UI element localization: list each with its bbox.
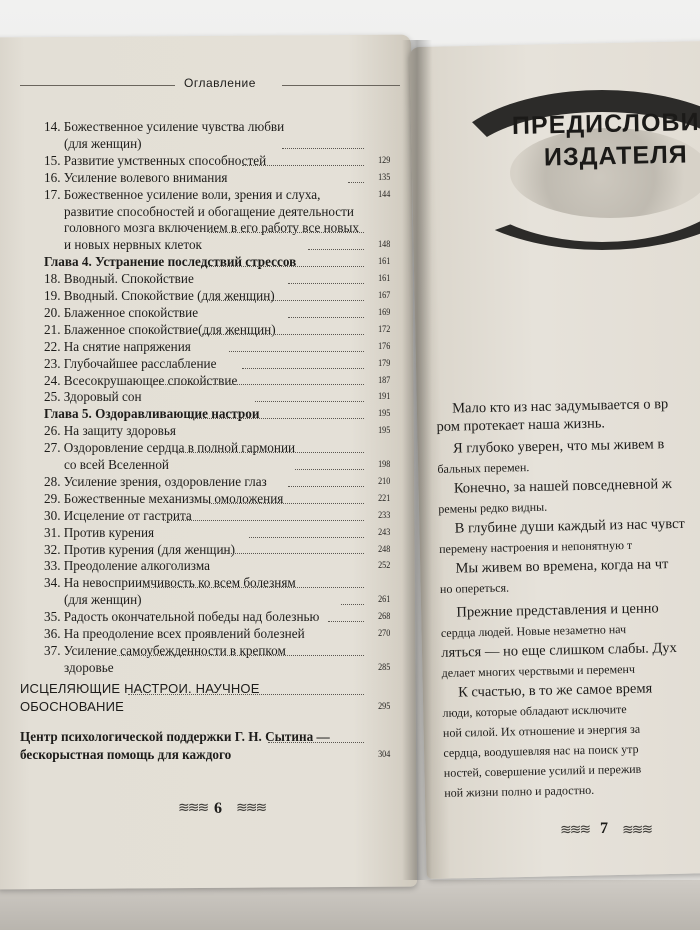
toc-entry-text: Глава 5. Оздоравливающие настрои (44, 406, 260, 422)
chapter-title-line-1: ПРЕДИСЛОВИ (511, 108, 700, 140)
right-footer-ornament-2: ≋≋≋ (621, 822, 652, 839)
preface-line: делает многих черствыми и переменч (441, 661, 636, 680)
toc-entry-text: головного мозга включением в его работу все новых (64, 220, 359, 236)
toc-entry-page: 176 (377, 341, 390, 352)
toc-entry-page: 169 (377, 307, 390, 318)
dot-leader (348, 182, 364, 183)
toc-entry-text: 33. Преодоление алкоголизма (44, 558, 210, 574)
dot-leader (242, 165, 364, 166)
dot-leader (268, 742, 364, 743)
toc-entry-page: 187 (377, 375, 390, 386)
toc-entry-page: 268 (377, 612, 390, 623)
toc-entry-page: 148 (377, 240, 390, 251)
preface-line: Прежние представления и ценно (456, 600, 659, 621)
toc-entry-text: 29. Божественные механизмы омоложения (44, 490, 284, 506)
section-2-line-1: Центр психологической поддержки Г. Н. Сытина — (20, 729, 330, 744)
left-page-number: 6 (214, 800, 222, 817)
dot-leader (249, 537, 364, 538)
toc-entry-text: 23. Глубочайшее расслабление (44, 355, 217, 371)
toc-entry-page: 195 (377, 409, 390, 420)
preface-line: люди, которые обладают исключите (442, 702, 627, 720)
toc-entry-text: 36. На преодоление всех проявлений болезней (44, 626, 305, 641)
toc-entry-text: развитие способностей и обогащение деятельности (64, 203, 354, 219)
dot-leader (288, 317, 364, 318)
toc-entry-text: здоровье (64, 659, 114, 675)
toc-header-title: Оглавление (184, 76, 256, 90)
left-footer-ornament-2: ≋≋≋ (236, 801, 266, 816)
toc-entry-text: 18. Вводный. Спокойствие (44, 271, 194, 287)
dot-leader (128, 694, 364, 695)
section-2-page: 304 (377, 750, 390, 760)
toc-entry-text: 20. Блаженное спокойствие (44, 304, 199, 320)
toc-entry-text: 34. На невосприимчивость ко всем болезням (44, 575, 296, 591)
dot-leader (255, 401, 364, 402)
toc-entry-text: 15. Развитие умственных способностей (44, 152, 267, 168)
preface-line: Мы живем во времена, когда на чт (455, 556, 669, 577)
preface-line: Конечно, за нашей повседневной ж (453, 476, 673, 497)
preface-line: ной жизни полно и радостно. (444, 782, 595, 800)
preface-line: ремены редко видны. (438, 499, 548, 516)
toc-entry-page: 191 (377, 392, 390, 403)
dot-leader (163, 520, 364, 521)
toc-entry-text: 28. Усиление зрения, оздоровление глаз (44, 473, 267, 489)
toc-entry-page: 252 (377, 561, 390, 572)
preface-line: бальных перемен. (437, 460, 530, 476)
dot-leader (288, 486, 364, 487)
preface-line: сердца людей. Новые незаметно нач (440, 622, 627, 640)
toc-entry-text: 30. Исцеление от гастрита (44, 507, 192, 523)
toc-entry-page: 161 (377, 274, 390, 285)
dot-leader (288, 283, 364, 284)
toc-entry-text: 25. Здоровый сон (44, 389, 142, 405)
toc-entry-page: 210 (377, 476, 390, 487)
toc-entry-text: (для женщин) (64, 592, 142, 608)
preface-line: ром протекает наша жизнь. (436, 415, 606, 435)
toc-entry-text: Глава 4. Устранение последствий стрессов (44, 254, 297, 270)
toc-entry-text: 17. Божественное усиление воли, зрения и слуха, (44, 186, 321, 202)
toc-entry-page: 261 (377, 595, 390, 606)
toc-entry-text: 35. Радость окончательной победы над болезнью (44, 609, 320, 625)
toc-header (20, 76, 400, 96)
right-footer-ornament: ≋≋≋ (559, 822, 590, 839)
toc-entry-page: 285 (377, 662, 390, 673)
preface-line: Мало кто из нас задумывается о вр (452, 396, 669, 417)
dot-leader (209, 232, 364, 233)
header-rule-left (20, 85, 175, 86)
toc-entry-text: 16. Усиление волевого внимания (44, 169, 228, 185)
section-1-line-2: ОБОСНОВАНИЕ (20, 699, 125, 714)
toc-entry-text: 22. На снятие напряжения (44, 338, 191, 354)
dot-leader (209, 300, 364, 301)
dot-leader (202, 334, 364, 335)
preface-line: перемену настроения и непонятную т (438, 537, 633, 556)
toc-entry-page: 248 (377, 544, 390, 555)
toc-entry-text: 32. Против курения (для женщин) (44, 541, 235, 557)
preface-line: Я глубоко уверен, что мы живем в (452, 436, 665, 457)
preface-line: ной силой. Их отношение и энергия за (442, 721, 641, 740)
toc-entry-text: со всей Вселенной (64, 457, 169, 472)
toc-entry-page: 144 (377, 189, 390, 200)
dot-leader (308, 249, 364, 250)
dot-leader (229, 351, 364, 352)
left-footer-ornament: ≋≋≋ (178, 801, 208, 816)
dot-leader (341, 604, 364, 605)
preface-line: ляться — но еще слишком слабы. Дух (441, 640, 677, 661)
toc-entry-text: 14. Божественное усиление чувства любви (44, 119, 285, 134)
header-rule-right (282, 85, 400, 86)
preface-line: К счастью, в то же самое время (457, 680, 653, 701)
dot-leader (189, 418, 364, 419)
toc-entry-text: и новых нервных клеток (64, 237, 202, 253)
preface-line: сердца, воодушевляя нас на поиск утр (443, 741, 639, 760)
preface-line: ностей, совершение усилий и пережив (443, 761, 642, 780)
dot-leader (150, 384, 364, 385)
chapter-title-line-2: ИЗДАТЕЛЯ (543, 140, 688, 172)
toc-entry-page: 195 (377, 426, 390, 437)
dot-leader (282, 148, 364, 149)
preface-line: но опереться. (439, 580, 510, 596)
dot-leader (117, 655, 364, 656)
toc-entry-page: 135 (377, 172, 390, 183)
toc-entry-text: 27. Оздоровление сердца в полной гармонии (44, 440, 296, 456)
toc-entry-page: 167 (377, 291, 390, 301)
toc-entry-page: 233 (377, 510, 390, 521)
toc-entry-page: 270 (377, 629, 390, 639)
toc-entry-page: 198 (377, 460, 390, 470)
toc-entry-text: 37. Усиление самоубежденности в крепком (44, 642, 286, 658)
dot-leader (242, 368, 364, 369)
toc-entry-text: 31. Против курения (44, 524, 155, 540)
toc-entry-page: 172 (377, 324, 390, 335)
dot-leader (328, 621, 364, 622)
section-1-line-1: ИСЦЕЛЯЮЩИЕ НАСТРОИ. НАУЧНОЕ (20, 681, 260, 696)
toc-entry-text: 24. Всесокрушающее спокойствие (44, 372, 238, 388)
toc-entry-page: 179 (377, 358, 390, 369)
toc-entry-text: 19. Вводный. Спокойствие (для женщин) (44, 288, 275, 303)
right-page-number: 7 (600, 820, 608, 837)
toc-entry-page: 129 (377, 155, 390, 166)
toc-entry-text: 21. Блаженное спокойствие(для женщин) (44, 321, 276, 337)
section-1-page: 295 (377, 702, 390, 712)
book-gutter-shadow (402, 40, 432, 880)
section-2-line-2: бескорыстная помощь для каждого (20, 747, 232, 762)
toc-entry-text: (для женщин) (64, 135, 142, 151)
toc-entry-text: 26. На защиту здоровья (44, 423, 176, 439)
dot-leader (295, 469, 364, 470)
dot-leader (176, 452, 364, 453)
toc-entry-page: 243 (377, 527, 390, 538)
toc-entry-page: 161 (377, 257, 390, 268)
dot-leader (202, 266, 364, 267)
dot-leader (209, 503, 364, 504)
dot-leader (143, 587, 364, 588)
dot-leader (222, 553, 364, 554)
toc-entry-page: 221 (377, 493, 390, 504)
preface-line: В глубине души каждый из нас чувст (454, 515, 685, 537)
